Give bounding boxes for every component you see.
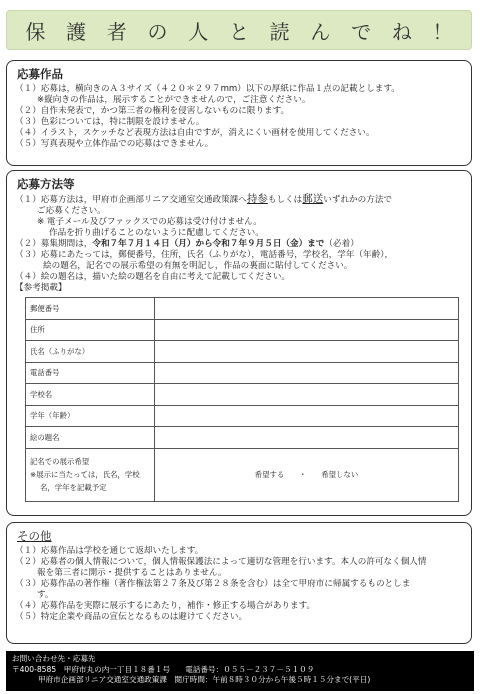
list-item-continuation: す。 xyxy=(37,590,54,600)
list-item xyxy=(15,194,463,206)
row-value xyxy=(155,319,459,341)
list-item: （４）応募作品を実際に展示するにあたり，補作・修正する場合があります。 xyxy=(15,601,316,611)
banner-char: と xyxy=(228,19,249,44)
contact-footer xyxy=(6,651,474,691)
list-item: （４）絵の題名は，描いた絵の題名を自由に考えて記載してください。 xyxy=(15,272,291,282)
table-row xyxy=(26,384,459,406)
note-text: ※縦向きの作品は，展示することができませんので，ご注意ください。 xyxy=(37,95,311,105)
row-value xyxy=(155,427,459,449)
banner-char: ね xyxy=(391,19,412,44)
text: もしくは xyxy=(267,195,303,205)
list-item: （１）応募は，横向きのＡ３サイズ（４２０＊２９７mm）以下の厚紙に作品１点の記載とします。 xyxy=(15,84,400,94)
other-section xyxy=(6,522,472,644)
banner-char: ん xyxy=(310,19,331,44)
contact-office: 甲府市企画部リニア交通室交通政策課 閲庁時間：午前８時３０分から午後５時１５分まで(平日) xyxy=(38,675,371,684)
list-item: （５）写真表現や立体作品での応募はできません。 xyxy=(15,139,214,149)
table-row xyxy=(26,341,459,363)
row-label: 郵便番号 xyxy=(26,298,155,320)
list-item: （３）応募にあたっては，郵便番号，住所，氏名（ふりがな），電話番号，学校名，学年（年齢）， xyxy=(15,250,394,260)
display-preference-label xyxy=(26,448,155,501)
section-heading: 応募作品 xyxy=(17,67,63,81)
text: （必着） xyxy=(324,239,359,249)
banner-char: ！ xyxy=(432,19,453,44)
list-item-continuation: 報を第三者に開示・提供することはありません。 xyxy=(37,568,227,578)
list-item-continuation: ご応募ください。 xyxy=(37,206,106,216)
list-item: （４）イラスト，スケッチなど表現方法は自由ですが，消えにくい画材を使用してください。 xyxy=(15,128,375,138)
contact-address: 〒400-8585 甲府市丸の内一丁目１８番１号 電話番号：０５５－２３７－５１０９ xyxy=(12,664,315,674)
section-heading: その他 xyxy=(17,529,52,543)
banner-char: 者 xyxy=(106,19,127,44)
list-item: （３）応募作品の著作権（著作権法第２７条及び第２８条を含む）は全て甲府市に帰属するものとしま xyxy=(15,579,411,589)
reference-label: 【参考掲載】 xyxy=(15,283,67,293)
list-item xyxy=(15,239,463,250)
emphasis-text: 持参 xyxy=(246,193,268,205)
row-value xyxy=(155,384,459,406)
pref-note: 名，学年を記載予定 xyxy=(40,483,107,492)
list-item: （２）応募者の個人情報について，個人情報保護法によって適切な管理を行います。本人の許可なく個人情 xyxy=(15,557,427,567)
banner-char: 保 xyxy=(25,19,46,44)
table-row xyxy=(26,319,459,341)
row-label: 絵の題名 xyxy=(26,427,155,449)
row-value xyxy=(155,341,459,363)
text: （１）応募方法は，甲府市企画部リニア交通室交通政策課へ xyxy=(15,195,247,205)
banner-char: の xyxy=(147,19,168,44)
banner-char: 護 xyxy=(66,19,87,44)
list-item: （３）色彩については，特に制限を設けません。 xyxy=(15,117,205,127)
title-banner xyxy=(6,10,472,50)
list-item: （５）特定企業や商品の宣伝となるものは避けてください。 xyxy=(15,612,248,622)
list-item-continuation: 絵の題名，記名での展示希望の有無を明記し，作品の裏面に貼付してください。 xyxy=(43,261,353,271)
pref-title: 記名での展示希望 xyxy=(30,457,90,466)
table-row xyxy=(26,362,459,384)
row-label: 学校名 xyxy=(26,384,155,406)
row-label: 住所 xyxy=(26,319,155,341)
row-value xyxy=(155,298,459,320)
list-item: （１）応募作品は学校を通じて返却いたします。 xyxy=(15,546,204,556)
text: （２）募集期間は， xyxy=(15,239,93,249)
contact-heading: お問い合わせ先・応募先 xyxy=(12,654,96,663)
row-label: 学年（年齢） xyxy=(26,405,155,427)
row-value xyxy=(155,405,459,427)
banner-char: 人 xyxy=(188,19,209,44)
text: いずれかの方法で xyxy=(323,195,393,205)
entry-works-section xyxy=(6,60,472,166)
note-text: 作品を折り曲げることのないように配慮してください。 xyxy=(49,228,264,238)
reference-form-table xyxy=(25,297,459,502)
table-row xyxy=(26,448,459,501)
row-label: 電話番号 xyxy=(26,362,155,384)
banner-char: 読 xyxy=(269,19,290,44)
row-label: 氏名（ふりがな） xyxy=(26,341,155,363)
pref-note: ※展示に当たっては，氏名，学校 xyxy=(30,470,140,479)
table-row xyxy=(26,405,459,427)
banner-char: で xyxy=(351,19,372,44)
section-heading: 応募方法等 xyxy=(17,177,75,191)
entry-method-section xyxy=(6,170,472,516)
table-row xyxy=(26,427,459,449)
display-preference-choice: 希望する ・ 希望しない xyxy=(155,448,459,501)
list-item: （２）自作未発表で，かつ第三者の権利を侵害しないものに限ります。 xyxy=(15,106,290,116)
table-row xyxy=(26,298,459,320)
note-text: ※ 電子メール及びファックスでの応募は受け付けません。 xyxy=(37,217,262,227)
row-value xyxy=(155,362,459,384)
period-text: 令和７年７月１４日（月）から令和７年９月５日（金）まで xyxy=(92,239,325,249)
emphasis-text: 郵送 xyxy=(302,193,324,205)
